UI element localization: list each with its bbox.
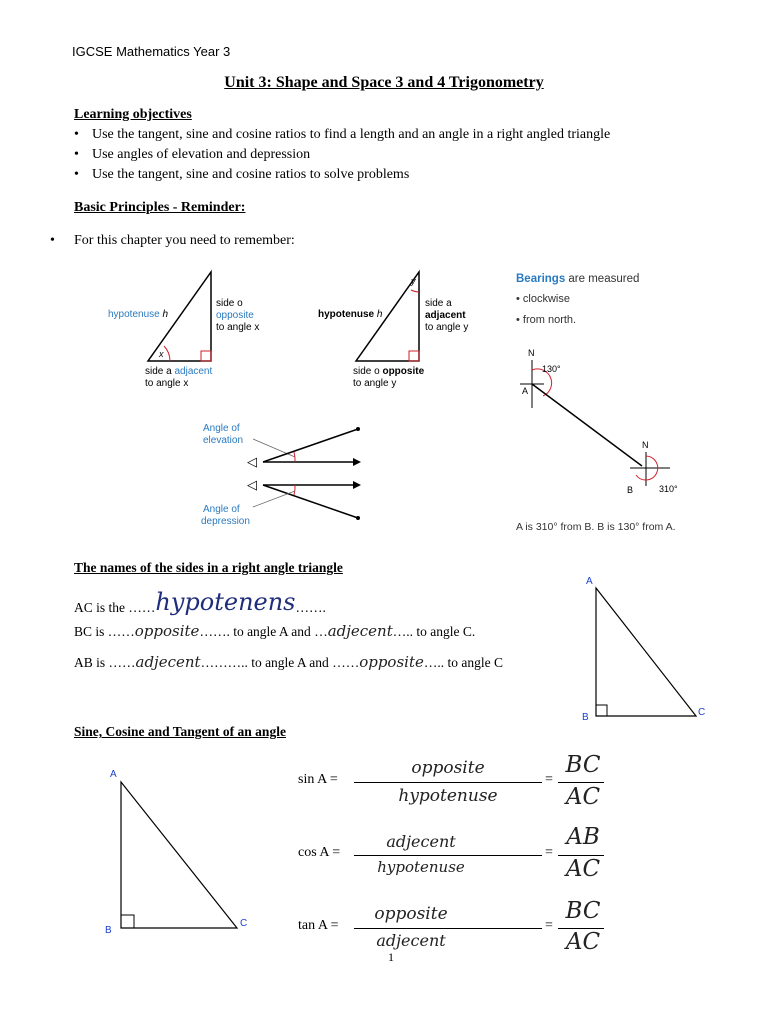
handwritten-answer: adjecent [327, 622, 393, 640]
triangle-abc-ratios [100, 762, 260, 938]
adjacent-label: adjacent [425, 310, 466, 321]
angle-x-label: x [159, 349, 164, 359]
tan-numerator: opposite [374, 904, 448, 924]
arrowhead-upper [353, 458, 361, 466]
angle-label-a: 130° [542, 364, 561, 374]
depression-label-1: Angle of [203, 504, 240, 515]
sin-denominator: hypotenuse [398, 786, 498, 806]
vertex-a-label: A [586, 576, 593, 587]
objective-item: • Use the tangent, sine and cosine ratios to solve problems [74, 165, 714, 185]
elevation-label-2: elevation [203, 435, 244, 446]
objectives-list [74, 125, 714, 185]
eye-icon-lower: ◁ [247, 477, 257, 492]
tan-result-denominator: AC [565, 929, 601, 955]
point-a-label: A [522, 386, 529, 396]
cos-equals: = [545, 845, 553, 860]
page-number: 1 [388, 950, 394, 964]
ratios-heading: Sine, Cosine and Tangent of an angle [74, 724, 286, 739]
elevation-label-1: Angle of [203, 423, 240, 434]
figure-triangle-y [310, 262, 490, 392]
objectives-heading: Learning objectives [74, 107, 192, 122]
handwritten-answer: hypotenens [155, 588, 296, 616]
opposite-label: opposite [216, 310, 254, 321]
objective-item: • Use the tangent, sine and cosine ratios to find a length and an angle in a right angled triangle [74, 125, 714, 145]
names-line-bc: BC is ……opposite……. to angle A and …adjecent….. to angle C. [74, 622, 476, 640]
figure-triangle-x [100, 262, 280, 392]
angle-y-arc [411, 290, 419, 292]
vertex-b-label: B [105, 925, 112, 936]
hypotenuse-label: hypotenuse h [318, 309, 383, 320]
right-angle-marker [201, 351, 211, 361]
north-label-a: N [528, 348, 535, 358]
bearings-caption: A is 310° from B. B is 130° from A. [516, 521, 676, 533]
names-line-ab: AB is ……adjecent……….. to angle A and ……opposite….. to angle C [74, 653, 503, 671]
side-a-label: side a [425, 298, 452, 309]
depression-arc [294, 485, 295, 495]
tan-denominator: adjecent [376, 931, 446, 950]
tan-result-numerator: BC [565, 898, 601, 924]
tan-fraction-line [354, 928, 542, 929]
tan-label: tan A = [298, 918, 339, 933]
cos-denominator: hypotenuse [377, 858, 465, 876]
sin-equals: = [545, 772, 553, 787]
basic-bullet-text: For this chapter you need to remember: [74, 233, 295, 248]
names-line-ac: AC is the ……hypotenens……. [74, 588, 326, 616]
triangle-abc-small [574, 572, 724, 728]
triangle-abc-shape [596, 588, 696, 716]
figure-bearings [510, 268, 720, 540]
right-angle-marker [596, 705, 607, 716]
vertex-a-label: A [110, 769, 117, 780]
sin-fraction-line [354, 782, 542, 783]
sin-result-denominator: AC [565, 784, 601, 810]
triangle-abc-shape [121, 782, 237, 928]
side-o-opposite-label: side o opposite [353, 366, 425, 377]
elevation-pointer [253, 439, 295, 457]
arrowhead-lower [353, 481, 361, 489]
tan-equals: = [545, 918, 553, 933]
course-header: IGCSE Mathematics Year 3 [72, 44, 231, 59]
figure-elevation-depression [195, 415, 375, 535]
angle-label-b: 310° [659, 484, 678, 494]
right-angle-marker [121, 915, 134, 928]
right-angle-marker [409, 351, 419, 361]
cos-numerator: adjecent [386, 832, 456, 851]
point-b-label: B [627, 485, 634, 495]
eye-icon-upper: ◁ [247, 454, 257, 469]
sin-result-numerator: BC [565, 752, 601, 778]
north-label-b: N [642, 440, 649, 450]
to-angle-y-label-2: to angle y [353, 378, 397, 389]
cos-result-numerator: AB [566, 824, 600, 850]
depression-label-2: depression [201, 516, 250, 527]
to-angle-x-label: to angle x [216, 322, 260, 333]
handwritten-answer: opposite [359, 653, 424, 671]
cos-label: cos A = [298, 845, 341, 860]
to-angle-x-label-2: to angle x [145, 378, 189, 389]
hypotenuse-label: hypotenuse h [108, 309, 169, 320]
elevation-target [356, 427, 360, 431]
page-title: Unit 3: Shape and Space 3 and 4 Trigonometry [224, 74, 544, 91]
angle-x-arc [164, 346, 170, 361]
side-a-adjacent-label: side a adjacent [145, 366, 213, 377]
basic-heading: Basic Principles - Reminder: [74, 200, 246, 215]
depression-target [356, 516, 360, 520]
sin-label: sin A = [298, 772, 338, 787]
side-o-label: side o [216, 298, 243, 309]
vertex-b-label: B [582, 712, 589, 723]
vertex-c-label: C [240, 918, 248, 929]
to-angle-y-label: to angle y [425, 322, 469, 333]
cos-fraction-line [354, 855, 542, 856]
basic-bullet-marker: • [50, 233, 55, 248]
handwritten-answer: adjecent [135, 653, 201, 671]
bearings-item-clockwise: • clockwise [516, 293, 570, 305]
names-heading: The names of the sides in a right angle triangle [74, 560, 343, 575]
angle-y-label: y [411, 276, 416, 286]
sin-result-line [558, 782, 604, 783]
depression-sight-line [263, 485, 358, 518]
elevation-sight-line [263, 429, 358, 462]
bearings-title: Bearings are measured [516, 273, 640, 285]
cos-result-denominator: AC [565, 856, 601, 882]
handwritten-answer: opposite [134, 622, 200, 640]
bearings-item-north: • from north. [516, 314, 577, 326]
bearing-line-ab [532, 384, 642, 466]
depression-pointer [253, 491, 295, 507]
vertex-c-label: C [698, 707, 706, 718]
objective-item: • Use angles of elevation and depression [74, 145, 714, 165]
sin-numerator: opposite [411, 758, 485, 778]
